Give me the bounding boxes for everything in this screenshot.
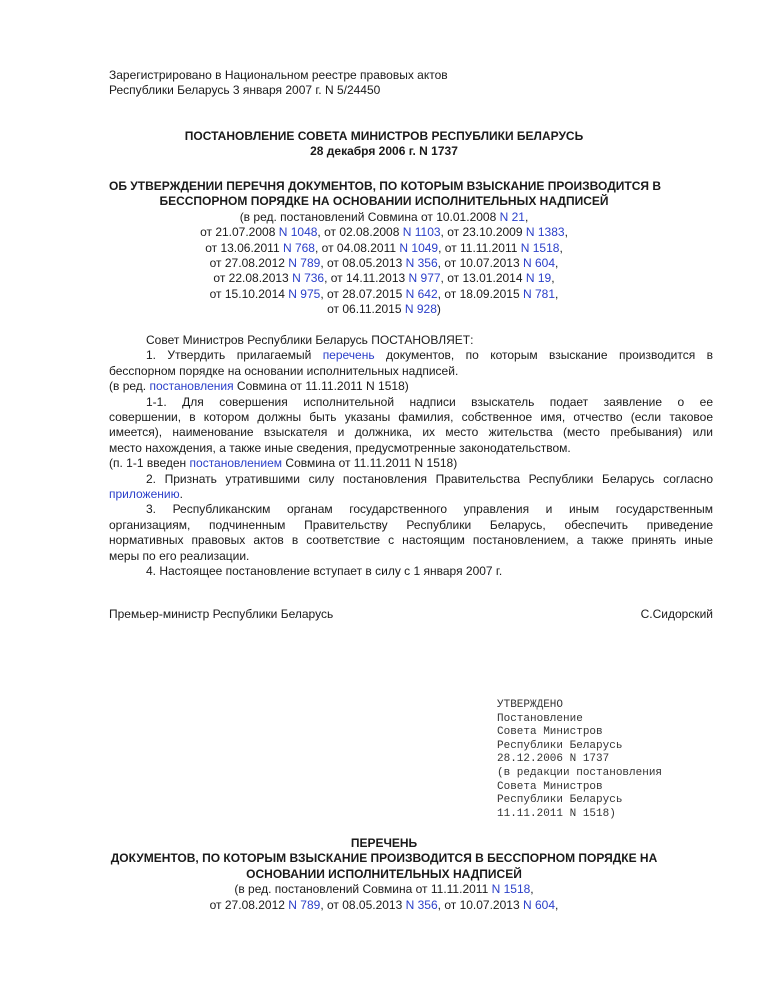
approval-line: 11.11.2011 N 1518)	[497, 807, 616, 820]
signature-position: Премьер-министр Республики Беларусь	[109, 607, 334, 621]
list-amendment-line: от 27.08.2012 N 789, от 08.05.2013 N 356, от 10.07.2013 N 604,	[209, 897, 559, 912]
amendment-link[interactable]: N 975	[288, 286, 321, 301]
list-link[interactable]: перечень	[322, 348, 375, 363]
annex-link[interactable]: приложению	[109, 487, 180, 502]
amendment-link[interactable]: N 977	[408, 271, 441, 286]
approval-line: (в редакции постановления	[497, 766, 663, 779]
amendment-line: (в ред. постановлений Совмина от 10.01.2008 N 21,	[239, 209, 529, 224]
paragraph-3-line: 3. Республиканским органам государственного управления и иным государственным	[146, 502, 713, 517]
amendment-link[interactable]: N 356	[405, 256, 438, 271]
decree-body	[109, 333, 713, 580]
paragraph-1-cont: бесспорном порядке на основании исполнительных надписей.	[109, 363, 459, 378]
approval-block	[497, 699, 737, 821]
approval-line: Постановление	[497, 712, 583, 725]
amendment-link[interactable]: N 768	[282, 240, 315, 255]
approval-line: Республики Беларусь	[497, 794, 623, 807]
list-subtitle-line: ДОКУМЕНТОВ, ПО КОТОРЫМ ВЗЫСКАНИЕ ПРОИЗВОДИТСЯ В БЕССПОРНОМ ПОРЯДКЕ НА	[110, 851, 658, 866]
amendment-link[interactable]: N 642	[405, 286, 438, 301]
signature-block	[109, 607, 713, 622]
amendment-link[interactable]: N 1518	[520, 240, 560, 255]
approval-line: Совета Министров	[497, 780, 603, 793]
paragraph-3-line: организациям, подчиненным Правительству Республики Беларусь, обеспечить приведение	[109, 517, 713, 532]
amendment-link[interactable]: N 928	[404, 302, 437, 317]
paragraph-2: 2. Признать утратившими силу постановления Правительства Республики Беларусь согласно	[146, 471, 713, 486]
list-title: ПЕРЕЧЕНЬ	[350, 836, 418, 850]
registration-line: Республики Беларусь 3 января 2007 г. N 5/24450	[109, 83, 381, 98]
approval-line: Республики Беларусь	[497, 739, 623, 752]
list-amendment-line: (в ред. постановлений Совмина от 11.11.2011 N 1518,	[234, 882, 534, 897]
amendment-link[interactable]: N 1518	[491, 882, 531, 897]
list-subtitle-line: ОСНОВАНИИ ИСПОЛНИТЕЛЬНЫХ НАДПИСЕЙ	[246, 866, 522, 881]
decree-link[interactable]: постановления	[149, 379, 234, 394]
amendment-line: от 15.10.2014 N 975, от 28.07.2015 N 642, от 18.09.2015 N 781,	[209, 286, 559, 301]
amendment-link[interactable]: N 789	[288, 897, 321, 912]
paragraph-1-1-line: 1-1. Для совершения исполнительной надписи взыскатель подает заявление о ее	[146, 394, 713, 409]
amendment-link[interactable]: N 604	[522, 256, 555, 271]
paragraph-1-1-note: (п. 1-1 введен постановлением Совмина от 11.11.2011 N 1518)	[109, 456, 458, 471]
amendment-link[interactable]: N 356	[405, 897, 438, 912]
paragraph-1: 1. Утвердить прилагаемый перечень документов, по которым взыскание производится в	[146, 348, 713, 363]
approval-line: УТВЕРЖДЕНО	[497, 699, 564, 711]
paragraph-1-1-line: совершении, в котором должны быть указаны фамилия, собственное имя, отчество (если таковое	[109, 410, 713, 425]
amendment-link[interactable]: N 1048	[278, 225, 318, 240]
amendment-line: от 27.08.2012 N 789, от 08.05.2013 N 356, от 10.07.2013 N 604,	[209, 256, 559, 271]
approval-line: 28.12.2006 N 1737	[497, 753, 610, 766]
approval-line: Совета Министров	[497, 726, 603, 739]
amendment-link[interactable]: N 19	[525, 271, 552, 286]
decree-header	[109, 129, 659, 160]
decree-link[interactable]: постановлением	[189, 456, 283, 471]
amendment-link[interactable]: N 781	[522, 286, 555, 301]
amendment-link[interactable]: N 1103	[402, 225, 441, 240]
decree-date: 28 декабря 2006 г. N 1737	[310, 144, 458, 159]
paragraph-3-line: меры по его реализации.	[109, 548, 250, 563]
amendment-line: от 13.06.2011 N 768, от 04.08.2011 N 1049, от 11.11.2011 N 1518,	[205, 240, 563, 255]
body-intro: Совет Министров Республики Беларусь ПОСТАНОВЛЯЕТ:	[146, 333, 474, 347]
signature-name: С.Сидорский	[640, 607, 713, 621]
paragraph-1-note: (в ред. постановления Совмина от 11.11.2011 N 1518)	[109, 379, 409, 394]
paragraph-1-1-line: имеется), наименование взыскателя и должника, их место жительства (место пребывания) или	[109, 425, 713, 440]
amendment-link[interactable]: N 604	[522, 897, 555, 912]
list-header	[84, 836, 684, 913]
amendment-link[interactable]: N 736	[292, 271, 325, 286]
paragraph-1-1-line: место нахождения, а также иные сведения, предусмотренные законодательством.	[109, 440, 571, 455]
registration-line: Зарегистрировано в Национальном реестре правовых актов	[109, 68, 448, 82]
amendment-link[interactable]: N 21	[499, 209, 525, 224]
amendment-link[interactable]: N 1049	[399, 240, 439, 255]
amendment-line: от 21.07.2008 N 1048, от 02.08.2008 N 1103, от 23.10.2009 N 1383,	[200, 225, 568, 240]
paragraph-2-cont: приложению.	[109, 487, 183, 502]
paragraph-4: 4. Настоящее постановление вступает в силу с 1 января 2007 г.	[146, 564, 503, 579]
decree-subject	[109, 179, 662, 318]
amendment-link[interactable]: N 1383	[525, 225, 565, 240]
subject-line: ОБ УТВЕРЖДЕНИИ ПЕРЕЧНЯ ДОКУМЕНТОВ, ПО КОТОРЫМ ВЗЫСКАНИЕ ПРОИЗВОДИТСЯ В	[109, 179, 662, 193]
paragraph-3-line: нормативных правовых актов в соответствие с настоящим постановлением, а также принять иные	[109, 533, 713, 548]
amendment-link[interactable]: N 789	[288, 256, 321, 271]
decree-title: ПОСТАНОВЛЕНИЕ СОВЕТА МИНИСТРОВ РЕСПУБЛИКИ БЕЛАРУСЬ	[184, 129, 584, 143]
registration-note	[109, 68, 669, 99]
amendment-line: от 06.11.2015 N 928)	[327, 302, 441, 317]
subject-line: БЕССПОРНОМ ПОРЯДКЕ НА ОСНОВАНИИ ИСПОЛНИТЕЛЬНЫХ НАДПИСЕЙ	[159, 194, 609, 209]
amendment-line: от 22.08.2013 N 736, от 14.11.2013 N 977, от 13.01.2014 N 19,	[213, 271, 555, 286]
